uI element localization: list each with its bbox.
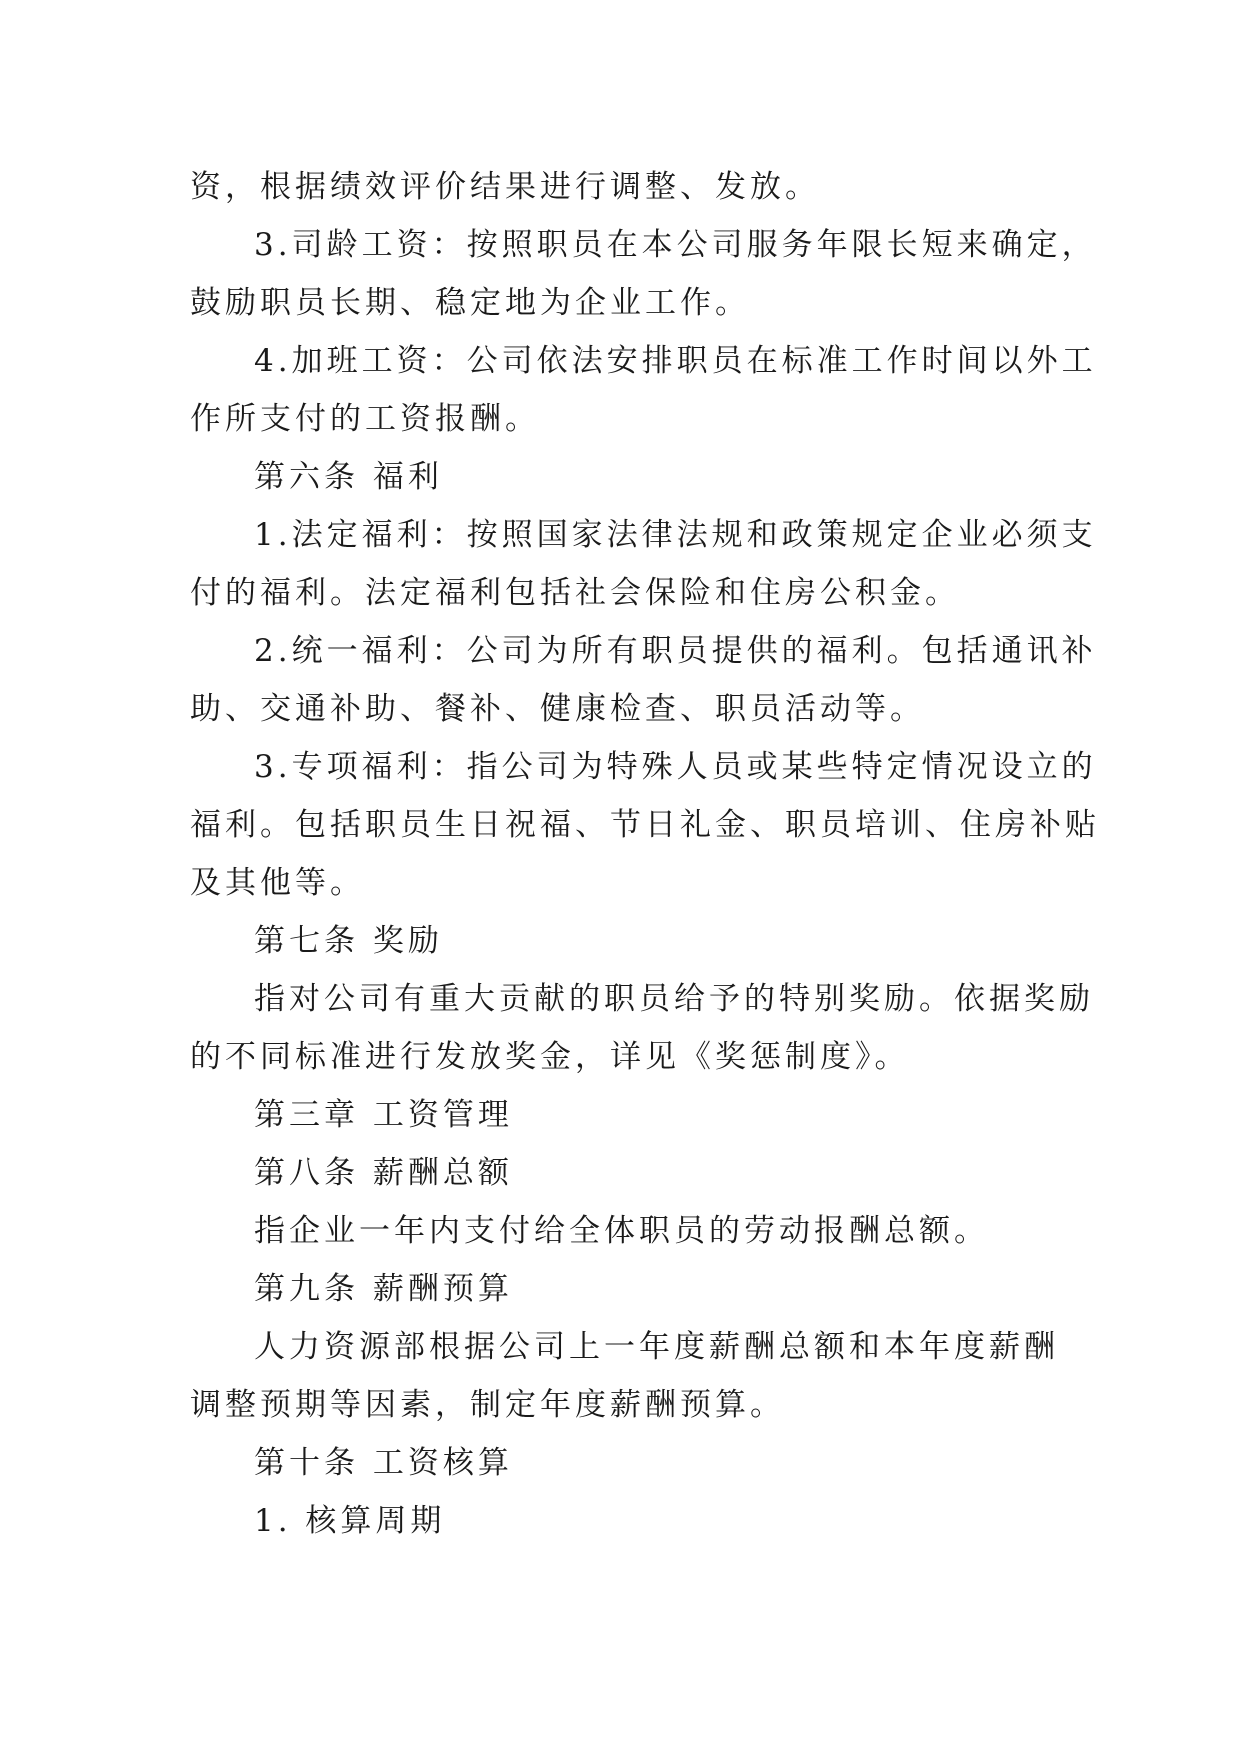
text-line: 1. 核算周期 (254, 1503, 446, 1539)
text-line: 指企业一年内支付给全体职员的劳动报酬总额。 (254, 1213, 989, 1249)
text-line: 指对公司有重大贡献的职员给予的特别奖励。依据奖励 (254, 981, 1094, 1017)
section-heading: 第六条 福利 (254, 459, 443, 495)
text-line: 3.司龄工资：按照职员在本公司服务年限长短来确定， (254, 227, 1097, 263)
chapter-heading: 第三章 工资管理 (254, 1097, 513, 1133)
document-body (190, 158, 1100, 1550)
text-line: 鼓励职员长期、稳定地为企业工作。 (190, 285, 750, 321)
text-line: 调整预期等因素，制定年度薪酬预算。 (190, 1387, 785, 1423)
section-heading: 第八条 薪酬总额 (254, 1155, 513, 1191)
section-heading: 第十条 工资核算 (254, 1445, 513, 1481)
text-line: 及其他等。 (190, 865, 365, 901)
text-line: 1.法定福利：按照国家法律法规和政策规定企业必须支 (254, 517, 1097, 553)
text-line: 付的福利。法定福利包括社会保险和住房公积金。 (190, 575, 960, 611)
text-line: 资，根据绩效评价结果进行调整、发放。 (190, 169, 820, 205)
section-heading: 第七条 奖励 (254, 923, 443, 959)
text-line: 福利。包括职员生日祝福、节日礼金、职员培训、住房补贴 (190, 807, 1100, 843)
section-heading: 第九条 薪酬预算 (254, 1271, 513, 1307)
text-line: 3.专项福利：指公司为特殊人员或某些特定情况设立的 (254, 749, 1097, 785)
text-line: 助、交通补助、餐补、健康检查、职员活动等。 (190, 691, 925, 727)
text-line: 4.加班工资：公司依法安排职员在标准工作时间以外工 (254, 343, 1097, 379)
text-line: 的不同标准进行发放奖金，详见《奖惩制度》。 (190, 1039, 910, 1075)
text-line: 人力资源部根据公司上一年度薪酬总额和本年度薪酬 (254, 1329, 1059, 1365)
text-line: 作所支付的工资报酬。 (190, 401, 540, 437)
text-line: 2.统一福利：公司为所有职员提供的福利。包括通讯补 (254, 633, 1097, 669)
